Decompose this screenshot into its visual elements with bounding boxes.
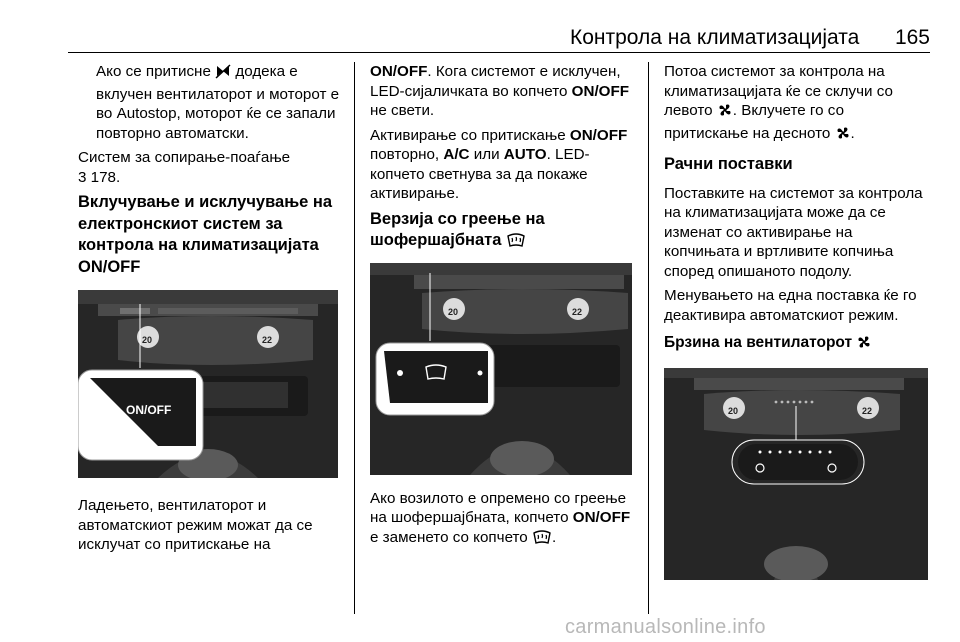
fan-icon xyxy=(856,334,872,356)
system-off-paragraph: ON/OFF. Кога системот е исклучен, LED-сијаличката во копчето ON/OFF не свети. xyxy=(370,63,630,119)
auto-mode-paragraph: Менувањето на една поставка ќе го деактивира автоматскиот режим. xyxy=(664,287,917,324)
on-off-button-photo xyxy=(78,290,338,478)
temp-right-label-2: 22 xyxy=(572,306,583,317)
column-3 xyxy=(664,62,932,580)
turn-off-paragraph: Ладењето, вентилаторот и автоматскиот режим можат да се исклучат со притискање на xyxy=(78,497,313,553)
page-reference-link[interactable]: 3 178. xyxy=(78,168,121,186)
temp-right-label: 22 xyxy=(262,335,273,345)
watermark: carmanualsonline.info xyxy=(565,616,766,638)
heated-windscreen-paragraph: Ако возилото е опремено со греење на шофершајбната, копчето ON/OFF е заменето со копчето . xyxy=(370,489,638,551)
column-divider-2 xyxy=(648,62,649,614)
stop-start-reference: Систем за сопирање-поаѓање 3 178. xyxy=(78,148,350,187)
header-rule xyxy=(68,52,930,53)
column-1 xyxy=(78,62,350,560)
fan-icon-left xyxy=(717,102,733,124)
heated-windscreen-icon-inline xyxy=(532,529,552,551)
on-off-label: ON/OFF xyxy=(126,403,172,417)
heated-windscreen-icon xyxy=(506,232,526,255)
section-heading-heated-windscreen: Верзија со греење на шофершајбната xyxy=(370,209,638,255)
section-heading-manual-settings: Рачни поставки xyxy=(664,155,793,173)
temp-left-label: 20 xyxy=(142,335,153,345)
temp-left-label-3: 20 xyxy=(728,406,739,416)
autostop-paragraph: Ако се притисне додека е вклучен вентилаторот и моторот е во Autostop, моторот ќе се запали повторно автоматски. xyxy=(96,63,340,142)
fan-speed-buttons-photo xyxy=(664,368,928,580)
column-divider-1 xyxy=(354,62,355,614)
fan-icon-right xyxy=(835,125,851,147)
page-number: 165 xyxy=(894,26,930,49)
page-title: Контрола на климатизацијата xyxy=(570,26,860,49)
section-heading-on-off: Вклучување и исклучување на електронскиот систем за контрола на климатизацијата ON/OFF xyxy=(78,193,333,276)
manual-settings-paragraph: Поставките на системот за контрола на климатизацијата може да се изменат со активирање на копчињата и вртливите копчиња според опишаното подолу. xyxy=(664,184,923,280)
temp-right-label-3: 22 xyxy=(862,406,873,416)
heated-windscreen-button-photo xyxy=(370,263,632,475)
temp-left-label-2: 20 xyxy=(448,306,459,317)
subheading-fan-speed: Брзина на вентилаторот xyxy=(664,333,932,356)
activation-paragraph: Активирање со притискање ON/OFF повторно, A/C или AUTO. LED-копчето светнува за да покаже активирање. xyxy=(370,126,628,202)
column-2 xyxy=(370,62,638,555)
fan-off-icon xyxy=(215,64,231,85)
fan-switch-paragraph: Потоа системот за контрола на климатизацијата ќе се склучи со левото . Вклучете го со притискање на десното . xyxy=(664,62,932,146)
